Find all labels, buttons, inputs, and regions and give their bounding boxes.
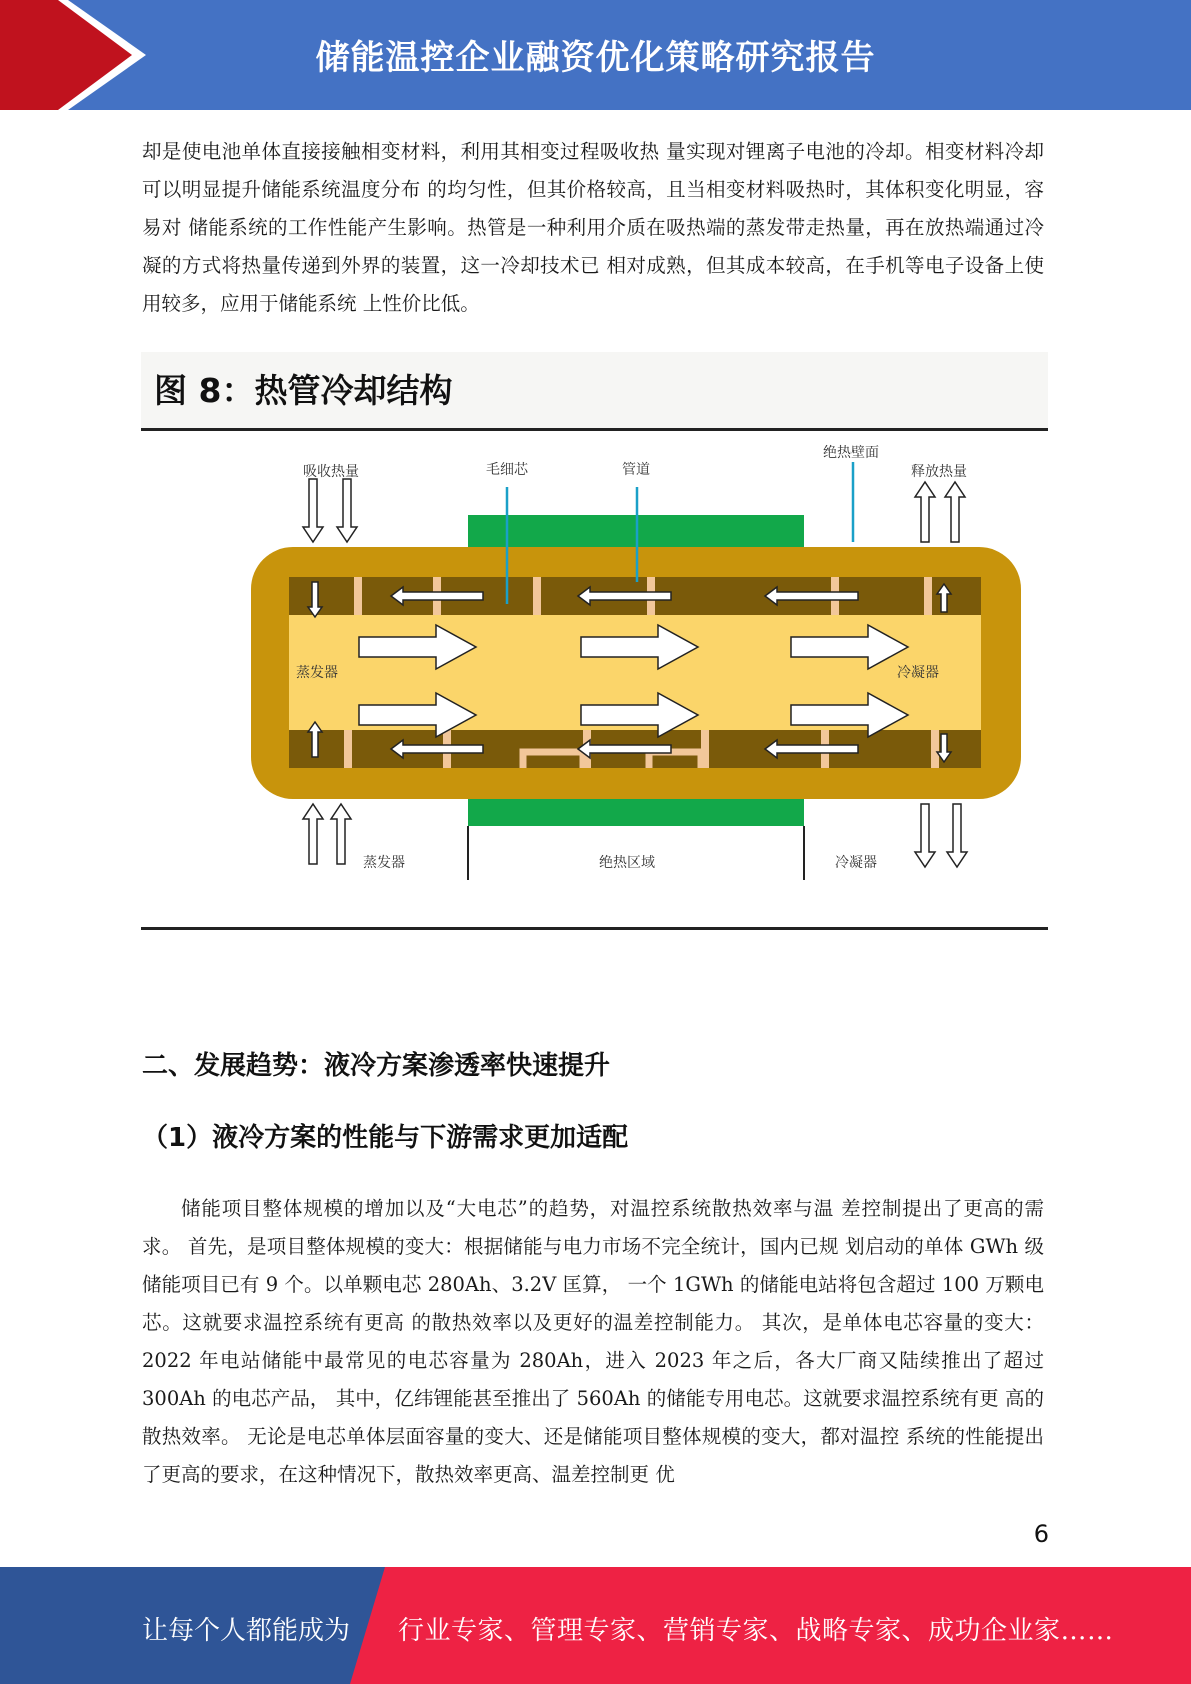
release-heat-arrows-top	[915, 482, 965, 542]
label-absorb-heat: 吸收热量	[303, 464, 359, 480]
label-zone-condenser: 冷凝器	[835, 855, 877, 871]
figure-title-bar	[141, 352, 1048, 428]
intro-paragraph: 却是使电池单体直接接触相变材料，利用其相变过程吸收热 量实现对锂离子电池的冷却。相变材料冷却可以明显提升储能系统温度分布 的均匀性，但其价格较高，且当相变材料吸热时，其体积变化明显，容易对 储能系统的工作性能产生影响。热管是一种利用介质在吸热端的蒸发带走热量，再在放热端通过冷凝的方式将热量传递到外界的装置，这一冷却技术已 相对成熟，但其成本较高，在手机等电子设备上使用较多，应用于储能系统 上性价比低。	[142, 140, 1044, 315]
page-number: 6	[1033, 1520, 1049, 1548]
figure-bottom-rule	[141, 927, 1048, 930]
zone-dividers	[468, 826, 804, 880]
page-footer	[0, 1567, 1191, 1684]
section-heading: 二、发展趋势：液冷方案渗透率快速提升	[142, 1051, 611, 1081]
figure-title: 图 8：热管冷却结构	[154, 371, 453, 410]
heat-pipe-diagram	[141, 432, 1048, 932]
footer-slogan-right: 行业专家、管理专家、营销专家、战略专家、成功企业家……	[398, 1616, 1114, 1646]
label-insulated-wall: 绝热壁面	[823, 445, 879, 461]
label-zone-insulated: 绝热区域	[599, 855, 655, 871]
label-wick: 毛细芯	[486, 462, 528, 478]
label-evaporator-inner: 蒸发器	[296, 665, 338, 681]
report-title: 储能温控企业融资优化策略研究报告	[315, 38, 876, 78]
label-zone-evaporator: 蒸发器	[363, 855, 405, 871]
page-header	[0, 0, 1191, 110]
footer-slogan-left: 让每个人都能成为	[142, 1616, 351, 1646]
label-condenser-inner: 冷凝器	[897, 665, 939, 681]
label-release-heat: 释放热量	[911, 464, 967, 480]
heat-pipe-figure	[141, 352, 1048, 932]
absorb-heat-arrows-top	[303, 479, 357, 542]
release-heat-arrows-bottom	[915, 804, 967, 867]
absorb-heat-arrows-bottom	[303, 804, 351, 864]
header-chevron-icon	[0, 0, 160, 110]
main-paragraph: 储能项目整体规模的增加以及“大电芯”的趋势，对温控系统散热效率与温 差控制提出了更高的需求。 首先，是项目整体规模的变大：根据储能与电力市场不完全统计，国内已规 划启动的单体 GWh 级储能项目已有 9 个。以单颗电芯 280Ah、3.2V 匡算， 一个 1GWh 的储能电站将包含超过 100 万颗电芯。这就要求温控系统有更高 的散热效率以及更好的温差控制能力。 其次，是单体电芯容量的变大：2022 年电站储能中最常见的电芯容量为 280Ah，进入 2023 年之后，各大厂商又陆续推出了超过 300Ah 的电芯产品， 其中，亿纬锂能甚至推出了 560Ah 的储能专用电芯。这就要求温控系统有更 高的散热效率。 无论是电芯单体层面容量的变大、还是储能项目整体规模的变大，都对温控 系统的性能提出了更高的要求，在这种情况下，散热效率更高、温差控制更 优	[142, 1197, 1044, 1486]
figure-top-rule	[141, 428, 1048, 431]
label-pipe: 管道	[622, 462, 650, 478]
subsection-heading: （1）液冷方案的性能与下游需求更加适配	[142, 1123, 629, 1153]
